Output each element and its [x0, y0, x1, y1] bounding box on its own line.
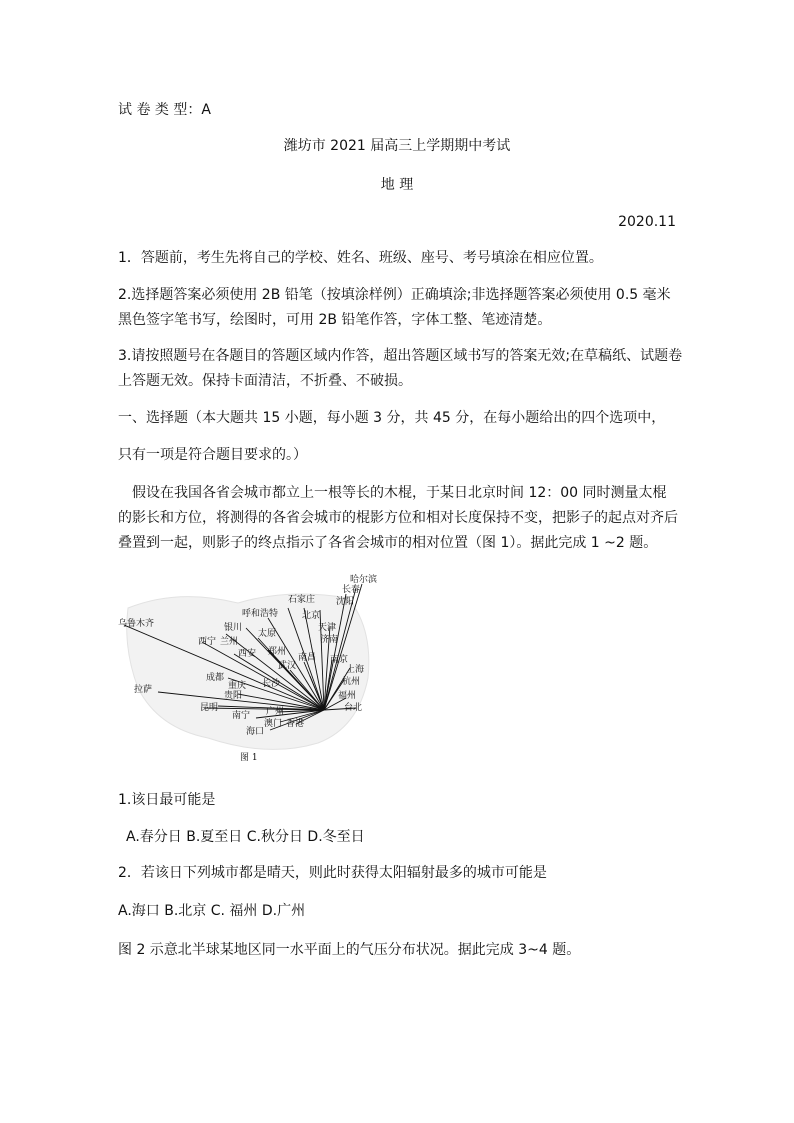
label-taipei: 台北 — [344, 703, 363, 713]
label-chengdu: 成都 — [206, 673, 225, 683]
label-xining: 西宁 — [198, 637, 217, 647]
label-zhengzhou: 郑州 — [268, 647, 287, 657]
label-xian: 西安 — [238, 649, 257, 659]
label-guangzhou: 广州 — [266, 707, 285, 717]
question-2-options: A.海口 B.北京 C. 福州 D.广州 — [118, 903, 306, 919]
section-heading-line2: 只有一项是符合题目要求的。） — [118, 447, 307, 463]
label-lhasa: 拉萨 — [134, 685, 153, 695]
label-wuhan: 武汉 — [278, 661, 297, 671]
label-nanning: 南宁 — [232, 711, 251, 721]
figure-caption: 图 1 — [240, 753, 258, 763]
label-harbin: 哈尔滨 — [350, 575, 378, 585]
label-hongkong: 香港 — [286, 719, 305, 729]
question-1-stem: 1.该日最可能是 — [118, 792, 216, 808]
figure-1 — [118, 568, 380, 763]
question-1-options: A.春分日 B.夏至日 C.秋分日 D.冬至日 — [126, 829, 365, 845]
passage-line3: 叠置到一起，则影子的终点指示了各省会城市的相对位置（图 1）。据此完成 1 ~2 题。 — [118, 535, 658, 551]
label-hohhot: 呼和浩特 — [242, 609, 279, 619]
next-section-intro: 图 2 示意北半球某地区同一水平面上的气压分布状况。据此完成 3~4 题。 — [118, 942, 581, 958]
passage-line1: 假设在我国各省会城市都立上一根等长的木棍，于某日北京时间 12：00 同时测量太棍 — [132, 485, 667, 501]
label-shijiazhuang: 石家庄 — [288, 595, 316, 605]
label-shanghai: 上海 — [346, 665, 365, 675]
label-fuzhou: 福州 — [338, 691, 357, 701]
exam-title: 潍坊市 2021 届高三上学期期中考试 — [283, 138, 511, 154]
label-nanjing: 南京 — [330, 655, 349, 665]
label-lanzhou: 兰州 — [220, 637, 239, 647]
instruction-3a: 3.请按照题号在各题目的答题区域内作答，超出答题区域书写的答案无效;在草稿纸、试题卷 — [118, 348, 683, 364]
label-taiyuan: 太原 — [258, 629, 277, 639]
instruction-1: 1．答题前，考生先将自己的学校、姓名、班级、座号、考号填涂在相应位置。 — [118, 250, 603, 266]
label-yinchuan: 银川 — [224, 623, 243, 633]
question-2-stem: 2．若该日下列城市都是晴天，则此时获得太阳辐射最多的城市可能是 — [118, 865, 547, 881]
label-guiyang: 贵阳 — [224, 691, 243, 701]
shadow-diagram — [118, 568, 380, 763]
label-changchun: 长春 — [342, 585, 361, 595]
label-beijing: 北京 — [302, 611, 321, 621]
exam-date: 2020.11 — [618, 214, 676, 230]
subject-title: 地 理 — [380, 177, 414, 193]
instruction-3b: 上答题无效。保持卡面清洁，不折叠、不破损。 — [118, 373, 412, 389]
instruction-2b: 黑色签字笔书写，绘图时，可用 2B 铅笔作答，字体工整、笔迹清楚。 — [118, 312, 552, 328]
label-shenyang: 沈阳 — [336, 597, 355, 607]
instruction-2a: 2.选择题答案必须使用 2B 铅笔（按填涂样例）正确填涂;非选择题答案必须使用 0.5 毫米 — [118, 287, 671, 303]
label-urumqi: 乌鲁木齐 — [118, 619, 155, 629]
label-changsha: 长沙 — [262, 679, 281, 689]
label-haikou: 海口 — [246, 727, 265, 737]
label-macau: 澳门 — [264, 719, 283, 729]
label-nanchang: 南昌 — [298, 653, 317, 663]
label-kunming: 昆明 — [200, 703, 219, 713]
label-hangzhou: 杭州 — [342, 677, 361, 687]
label-tianjin: 天津 — [318, 623, 337, 633]
passage-line2: 的影长和方位，将测得的各省会城市的棍影方位和相对长度保持不变，把影子的起点对齐后 — [118, 510, 678, 526]
label-jinan: 济南 — [320, 635, 339, 645]
label-chongqing: 重庆 — [228, 681, 247, 691]
section-heading-line1: 一、选择题（本大题共 15 小题，每小题 3 分，共 45 分，在每小题给出的四个选项中， — [118, 410, 666, 426]
paper-type: 试 卷 类 型：A — [118, 102, 211, 118]
